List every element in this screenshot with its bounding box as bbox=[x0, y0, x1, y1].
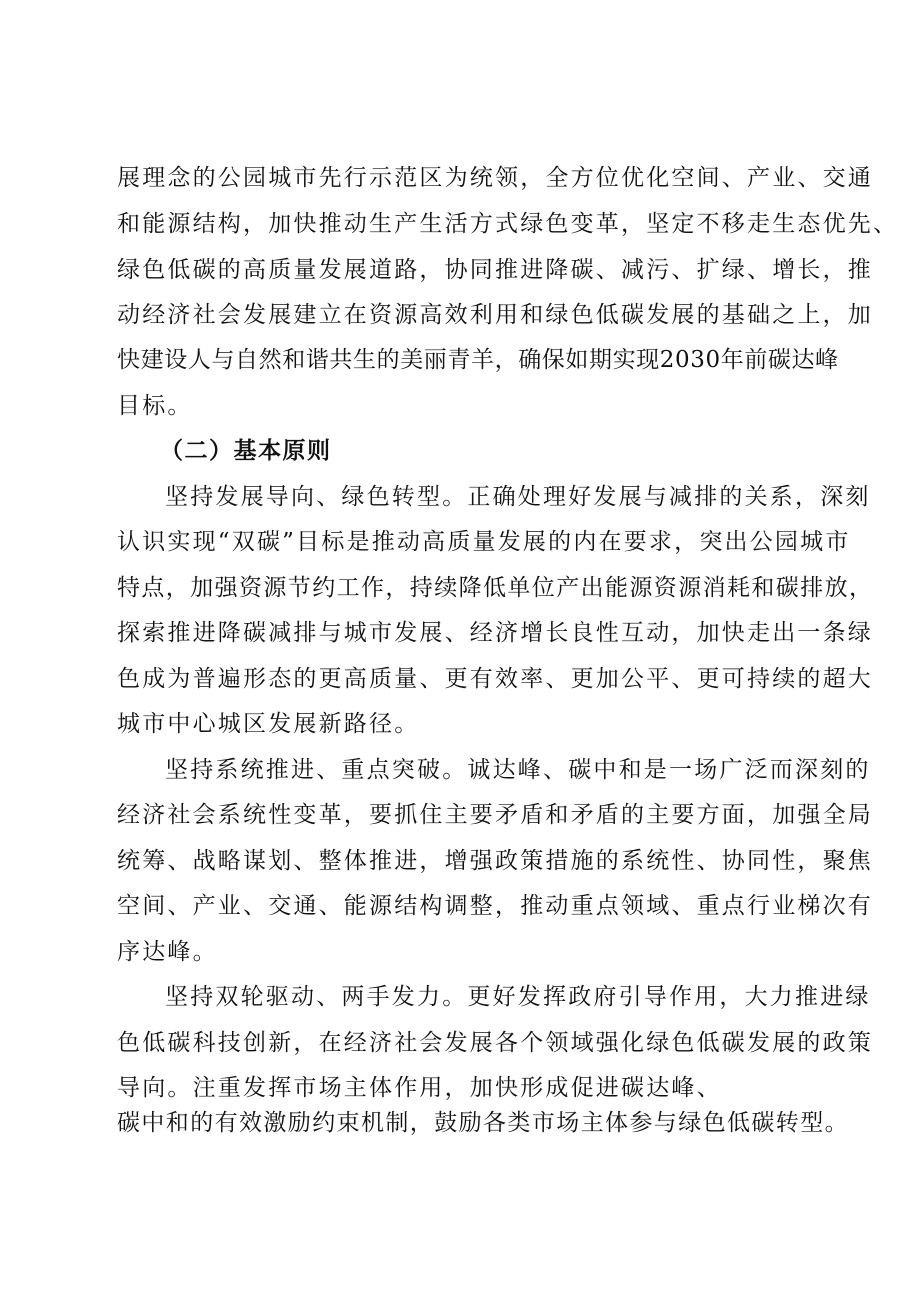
text-line: 快建设人与自然和谐共生的美丽青羊，确保如期实现2030年前碳达峰 bbox=[117, 347, 839, 373]
text-line: 色成为普遍形态的更高质量、更有效率、更加公平、更可持续的超大 bbox=[117, 666, 873, 692]
text-line: 和能源结构，加快推动生产生活方式绿色变革，坚定不移走生态优先、 bbox=[117, 211, 899, 237]
text-line: 绿色低碳的高质量发展道路，协同推进降碳、减污、扩绿、增长，推 bbox=[117, 257, 873, 283]
text-line: 展理念的公园城市先行示范区为统领，全方位优化空间、产业、交通 bbox=[117, 165, 873, 191]
text-line: 空间、产业、交通、能源结构调整，推动重点领域、重点行业梯次有 bbox=[117, 893, 873, 919]
text-line: 特点，加强资源节约工作，持续降低单位产出能源资源消耗和碳排放， bbox=[117, 575, 874, 601]
text-line: 碳中和的有效激励约束机制，鼓励各类市场主体参与绿色低碳转型。 bbox=[117, 1110, 849, 1136]
text-line: 探索推进降碳减排与城市发展、经济增长良性互动，加快走出一条绿 bbox=[117, 620, 873, 646]
text-line: 坚持发展导向、绿色转型。正确处理好发展与减排的关系，深刻 bbox=[165, 484, 871, 510]
text-line: 动经济社会发展建立在资源高效利用和绿色低碳发展的基础之上，加 bbox=[117, 302, 873, 328]
text-line: 序达峰。 bbox=[117, 939, 218, 965]
text-line: 色低碳科技创新，在经济社会发展各个领域强化绿色低碳发展的政策 bbox=[117, 1030, 873, 1056]
text-line: 城市中心城区发展新路径。 bbox=[117, 711, 420, 737]
section-heading: （二）基本原则 bbox=[160, 438, 332, 464]
text-line: 统筹、战略谋划、整体推进，增强政策措施的系统性、协同性，聚焦 bbox=[117, 848, 873, 874]
text-line: 导向。注重发挥市场主体作用，加快形成促进碳达峰、 bbox=[117, 1075, 722, 1101]
text-line: 认识实现“双碳”目标是推动高质量发展的内在要求，突出公园城市 bbox=[117, 529, 851, 555]
text-line: 坚持双轮驱动、两手发力。更好发挥政府引导作用，大力推进绿 bbox=[165, 984, 871, 1010]
text-line: 经济社会系统性变革，要抓住主要矛盾和矛盾的主要方面，加强全局 bbox=[117, 802, 873, 828]
text-line: 目标。 bbox=[117, 393, 193, 419]
text-line: 坚持系统推进、重点突破。诚达峰、碳中和是一场广泛而深刻的 bbox=[165, 757, 871, 783]
